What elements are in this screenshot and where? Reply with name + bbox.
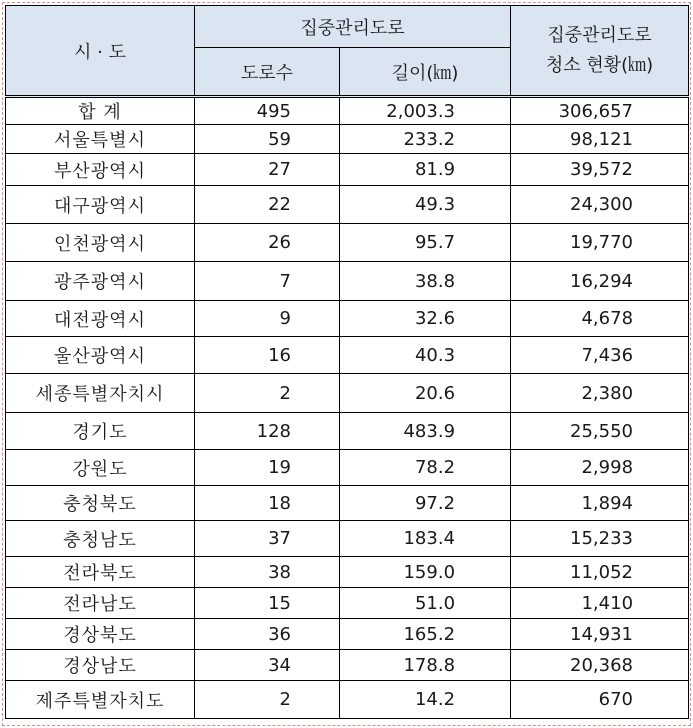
region-cell: 충청북도 [6, 486, 195, 521]
table-row [6, 521, 689, 557]
length-cell: 40.3 [340, 337, 511, 374]
road-count-cell: 495 [195, 97, 340, 125]
cleaning-cell: 20,368 [511, 650, 689, 681]
road-count-cell: 26 [195, 224, 340, 262]
road-count-cell: 19 [195, 450, 340, 486]
header-road-count: 도로수 [195, 48, 340, 97]
road-count-cell: 128 [195, 413, 340, 450]
region-cell: 서울특별시 [6, 125, 195, 154]
cleaning-cell: 2,380 [511, 374, 689, 413]
cleaning-cell: 306,657 [511, 97, 689, 125]
road-count-cell: 9 [195, 301, 340, 337]
table-row [6, 125, 689, 154]
length-cell: 78.2 [340, 450, 511, 486]
region-cell: 부산광역시 [6, 154, 195, 186]
header-cleaning-line2: 청소 현황(㎞) [545, 54, 654, 76]
table-header [6, 6, 689, 97]
length-cell: 165.2 [340, 619, 511, 650]
cleaning-cell: 14,931 [511, 619, 689, 650]
region-cell: 대구광역시 [6, 186, 195, 224]
length-cell: 2,003.3 [340, 97, 511, 125]
header-cleaning-line1: 집중관리도로 [547, 24, 652, 46]
table-row [6, 262, 689, 301]
table-row [6, 374, 689, 413]
cleaning-cell: 1,894 [511, 486, 689, 521]
table-row [6, 154, 689, 186]
length-cell: 32.6 [340, 301, 511, 337]
table-row [6, 486, 689, 521]
region-cell: 광주광역시 [6, 262, 195, 301]
road-count-cell: 27 [195, 154, 340, 186]
table-row [6, 681, 689, 719]
region-cell: 울산광역시 [6, 337, 195, 374]
cleaning-cell: 98,121 [511, 125, 689, 154]
table-row [6, 557, 689, 588]
region-cell: 제주특별자치도 [6, 681, 195, 719]
region-cell: 충청남도 [6, 521, 195, 557]
road-count-cell: 16 [195, 337, 340, 374]
region-cell: 경상남도 [6, 650, 195, 681]
road-count-cell: 36 [195, 619, 340, 650]
road-count-cell: 38 [195, 557, 340, 588]
road-count-cell: 37 [195, 521, 340, 557]
table-row [6, 186, 689, 224]
road-count-cell: 2 [195, 681, 340, 719]
cleaning-cell: 15,233 [511, 521, 689, 557]
road-count-cell: 15 [195, 588, 340, 619]
road-count-cell: 18 [195, 486, 340, 521]
table-row [6, 450, 689, 486]
cleaning-cell: 11,052 [511, 557, 689, 588]
table-row [6, 224, 689, 262]
header-length: 길이(㎞) [340, 48, 511, 97]
length-cell: 38.8 [340, 262, 511, 301]
road-count-cell: 34 [195, 650, 340, 681]
cleaning-cell: 39,572 [511, 154, 689, 186]
region-cell: 전라남도 [6, 588, 195, 619]
table-row [6, 413, 689, 450]
cleaning-cell: 670 [511, 681, 689, 719]
length-cell: 178.8 [340, 650, 511, 681]
road-cleaning-table [5, 5, 689, 719]
length-cell: 183.4 [340, 521, 511, 557]
length-cell: 49.3 [340, 186, 511, 224]
cleaning-cell: 2,998 [511, 450, 689, 486]
road-count-cell: 2 [195, 374, 340, 413]
cleaning-cell: 7,436 [511, 337, 689, 374]
cleaning-cell: 16,294 [511, 262, 689, 301]
region-cell: 강원도 [6, 450, 195, 486]
table-row [6, 97, 689, 125]
header-managed-roads: 집중관리도로 [195, 6, 511, 48]
cleaning-cell: 19,770 [511, 224, 689, 262]
cleaning-cell: 4,678 [511, 301, 689, 337]
table-row [6, 588, 689, 619]
length-cell: 97.2 [340, 486, 511, 521]
length-cell: 483.9 [340, 413, 511, 450]
header-cleaning-status [511, 6, 689, 97]
cleaning-cell: 25,550 [511, 413, 689, 450]
region-cell: 전라북도 [6, 557, 195, 588]
length-cell: 20.6 [340, 374, 511, 413]
region-cell: 경기도 [6, 413, 195, 450]
region-cell: 세종특별자치시 [6, 374, 195, 413]
table-row [6, 301, 689, 337]
region-cell: 경상북도 [6, 619, 195, 650]
region-cell: 인천광역시 [6, 224, 195, 262]
length-cell: 95.7 [340, 224, 511, 262]
region-cell: 대전광역시 [6, 301, 195, 337]
cleaning-cell: 24,300 [511, 186, 689, 224]
table-row [6, 619, 689, 650]
length-cell: 159.0 [340, 557, 511, 588]
header-region: 시 · 도 [6, 6, 195, 97]
length-cell: 14.2 [340, 681, 511, 719]
cleaning-cell: 1,410 [511, 588, 689, 619]
table-body [6, 97, 689, 719]
table-row [6, 650, 689, 681]
length-cell: 233.2 [340, 125, 511, 154]
table-row [6, 337, 689, 374]
region-cell: 합 계 [6, 97, 195, 125]
road-count-cell: 7 [195, 262, 340, 301]
length-cell: 81.9 [340, 154, 511, 186]
length-cell: 51.0 [340, 588, 511, 619]
road-count-cell: 22 [195, 186, 340, 224]
road-count-cell: 59 [195, 125, 340, 154]
